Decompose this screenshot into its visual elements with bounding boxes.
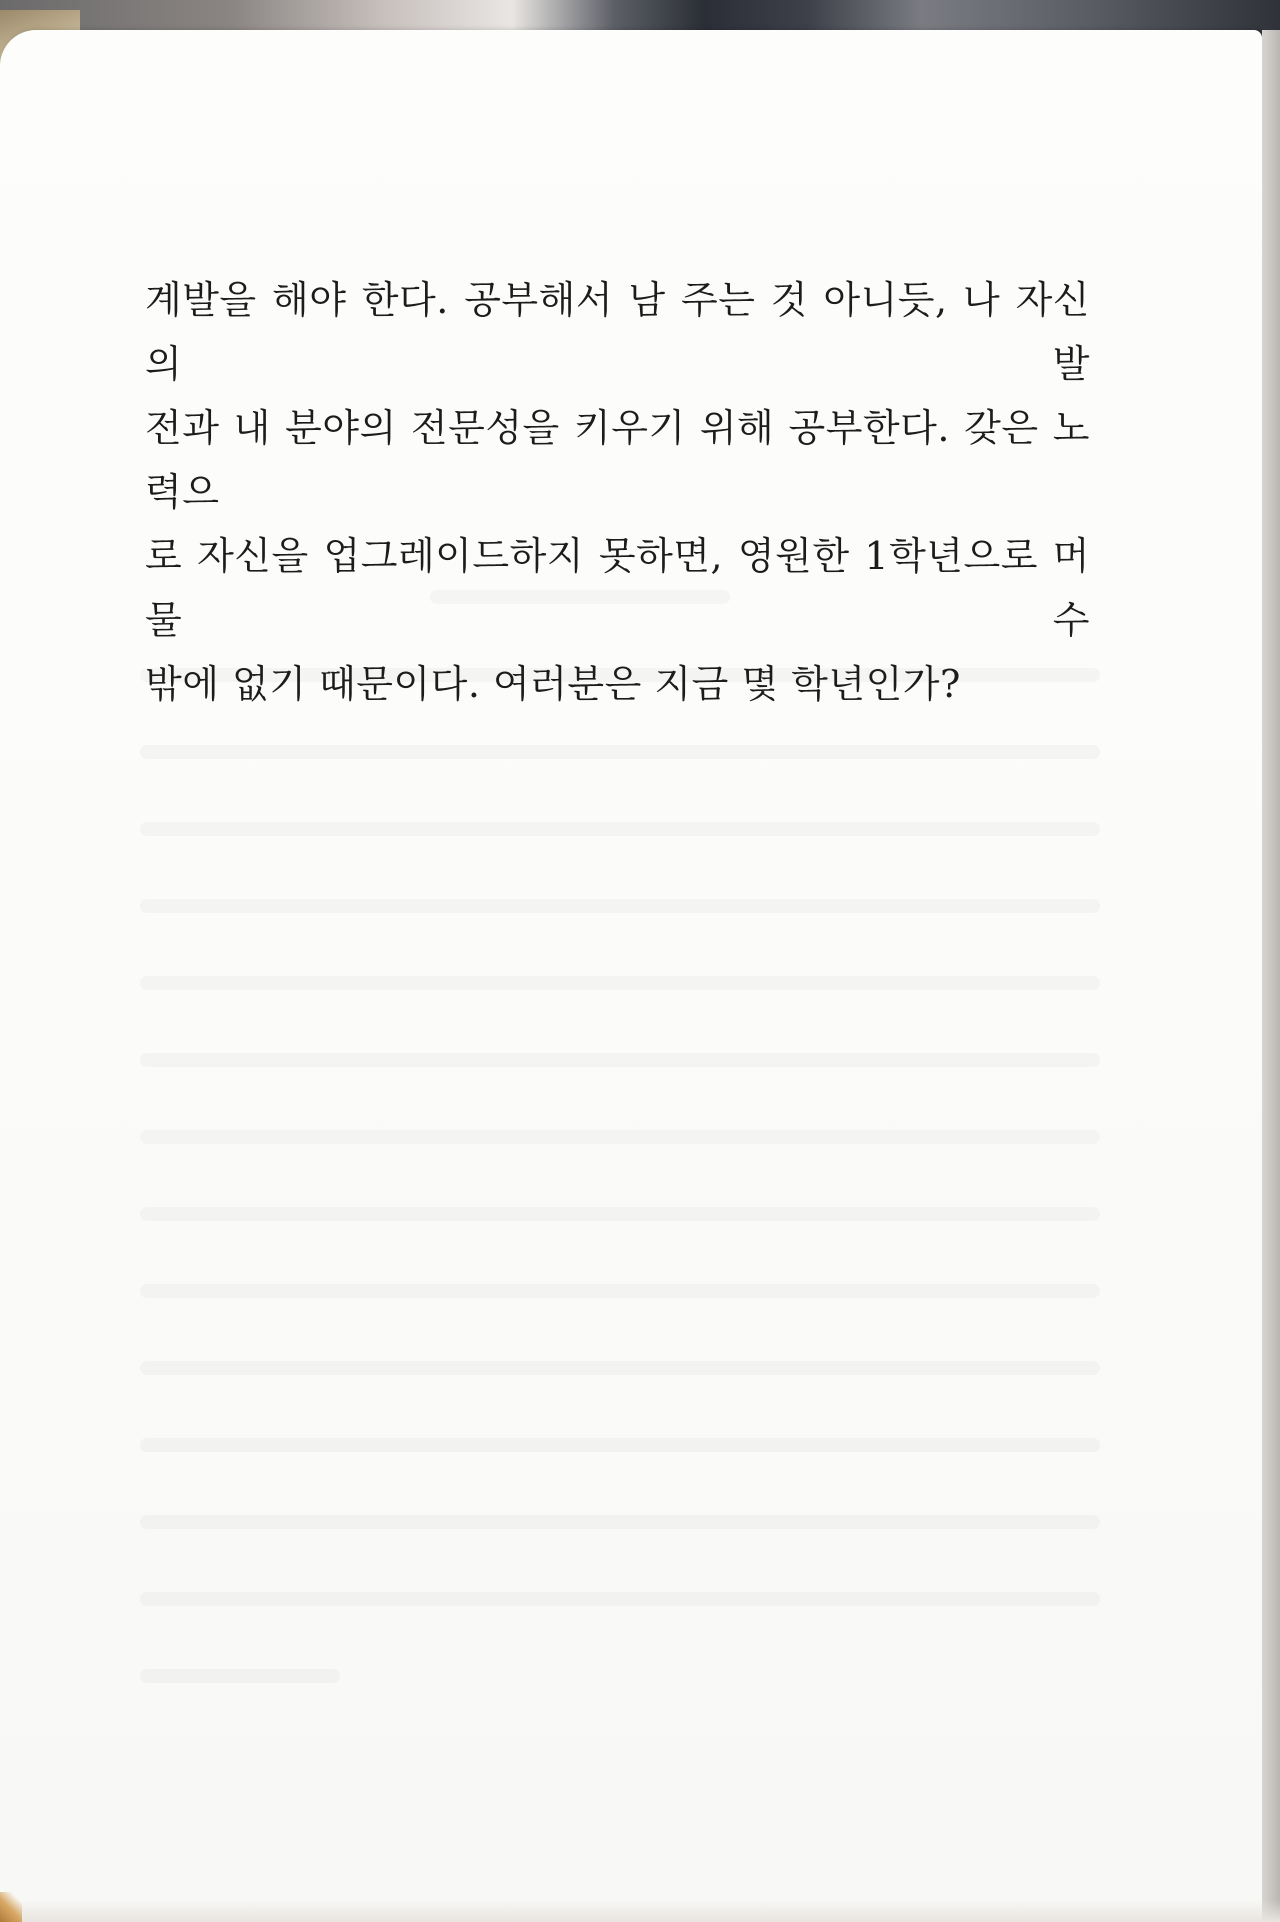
bleed-through bbox=[140, 976, 1100, 990]
bleed-through bbox=[140, 899, 1100, 913]
bleed-through bbox=[140, 1438, 1100, 1452]
bleed-through bbox=[140, 1669, 340, 1683]
book-edge-corner bbox=[0, 1892, 22, 1922]
page-bottom-edge bbox=[0, 1900, 1280, 1922]
bleed-through bbox=[140, 1284, 1100, 1298]
bleed-through bbox=[140, 1207, 1100, 1221]
bleed-through bbox=[140, 1592, 1100, 1606]
bleed-through bbox=[140, 1515, 1100, 1529]
paragraph-line: 밖에 없기 때문이다. 여러분은 지금 몇 학년인가? bbox=[145, 662, 961, 706]
bleed-through bbox=[140, 822, 1100, 836]
page-right-edge bbox=[1262, 30, 1280, 1922]
bleed-through bbox=[140, 1053, 1100, 1067]
bleed-through bbox=[140, 745, 1100, 759]
bleed-through bbox=[140, 1361, 1100, 1375]
bleed-through bbox=[140, 1130, 1100, 1144]
body-paragraph bbox=[145, 268, 1090, 716]
paragraph-line: 계발을 해야 한다. 공부해서 남 주는 것 아니듯, 나 자신의 발 bbox=[145, 278, 1090, 386]
paragraph-line: 로 자신을 업그레이드하지 못하면, 영원한 1학년으로 머물 수 bbox=[145, 534, 1090, 642]
paragraph-line: 전과 내 분야의 전문성을 키우기 위해 공부한다. 갖은 노력으 bbox=[145, 406, 1090, 514]
